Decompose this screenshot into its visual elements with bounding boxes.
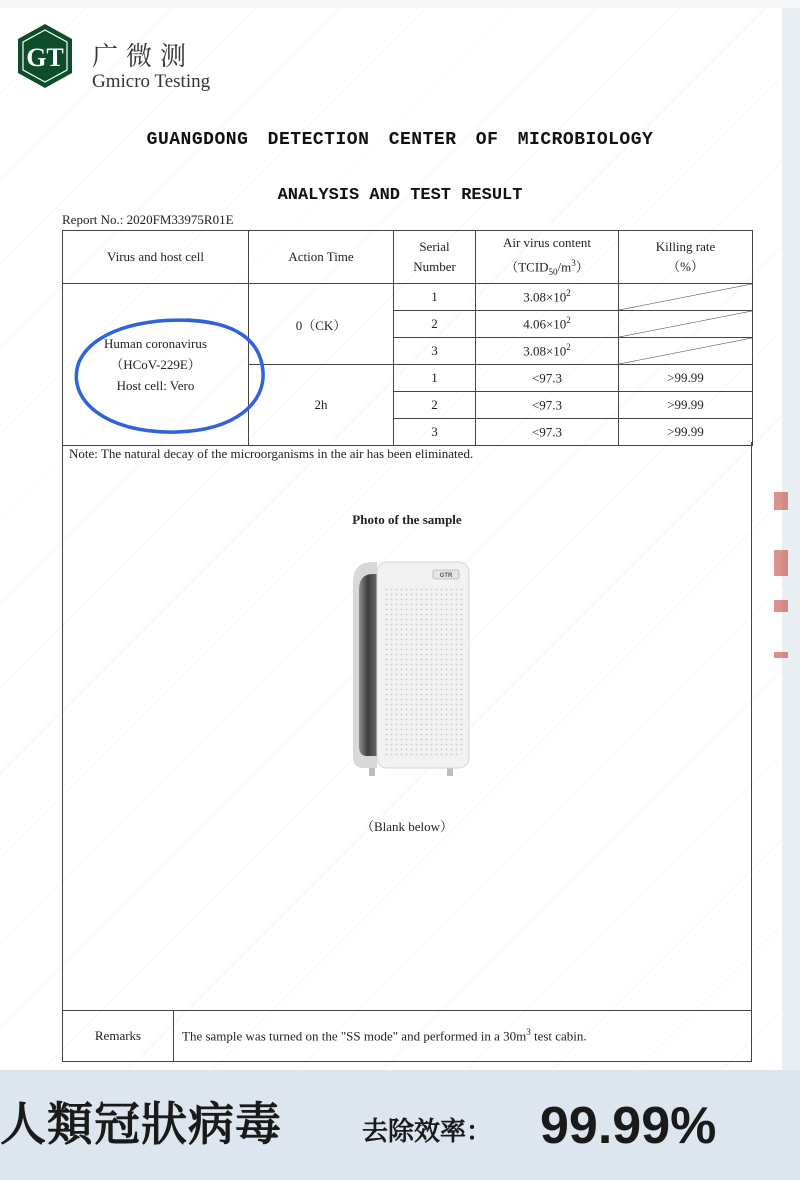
header-killing-rate: Killing rate （%） (619, 231, 753, 284)
header-virus: Virus and host cell (63, 231, 249, 284)
report-number: Report No.: 2020FM33975R01E (62, 212, 234, 227)
content-cell: <97.3 (476, 392, 619, 419)
serial-cell: 2 (394, 392, 476, 419)
content-cell: <97.3 (476, 419, 619, 446)
rate-cell: >99.99 (619, 419, 753, 446)
results-table (62, 230, 753, 446)
host-cell: Host cell: Vero (116, 378, 195, 393)
content-cell: $3.08\times 10^2$ (476, 284, 619, 311)
hand-drawn-circle-annotation (67, 302, 267, 442)
action-time-2h: 2h (249, 365, 394, 446)
rate-cell-empty (619, 338, 753, 365)
serial-cell: 2 (394, 311, 476, 338)
remarks-table (62, 1010, 752, 1062)
remarks-text: The sample was turned on the "SS mode" and performed in a $30m^3$ test cabin. (174, 1011, 752, 1062)
rate-cell-empty (619, 311, 753, 338)
content-cell: <97.3 (476, 365, 619, 392)
right-edge-marks (766, 480, 800, 680)
virus-cell (63, 284, 249, 446)
serial-cell: 1 (394, 284, 476, 311)
top-strip (0, 0, 800, 8)
photo-section (62, 442, 752, 1011)
brand-name-cn: 广微测 (92, 42, 195, 72)
serial-cell: 1 (394, 365, 476, 392)
banner-virus-label: 人類冠狀病毒 (0, 1097, 282, 1151)
rate-cell: >99.99 (619, 365, 753, 392)
table-header-row (63, 231, 753, 284)
rate-cell: >99.99 (619, 392, 753, 419)
gmicro-logo-icon (16, 22, 74, 90)
header-air-virus-content: Air virus content $(TCID_{50}/m^3)$ (476, 231, 619, 284)
air-purifier-photo (339, 552, 479, 782)
note-text: Note: The natural decay of the microorganisms in the air has been eliminated. (69, 446, 474, 461)
banner-efficiency-label: 去除效率： (362, 1117, 493, 1147)
serial-cell: 3 (394, 419, 476, 446)
banner-efficiency-value: 99.99% (540, 1097, 717, 1155)
header-action-time: Action Time (249, 231, 394, 284)
virus-name: Human coronavirus (104, 336, 207, 351)
virus-code: （HCoV-229E） (110, 357, 201, 372)
action-time-ck: 0（CK） (249, 284, 394, 365)
content-cell: $4.06\times 10^2$ (476, 311, 619, 338)
content-cell: $3.08\times 10^2$ (476, 338, 619, 365)
document-subtitle: ANALYSIS AND TEST RESULT (277, 186, 523, 205)
photo-title: Photo of the sample (352, 512, 462, 527)
remarks-label: Remarks (63, 1011, 174, 1062)
blank-below: （Blank below） (360, 819, 454, 834)
logo-letters: GT (26, 43, 64, 72)
brand-name-en: Gmicro Testing (92, 71, 211, 92)
serial-cell: 3 (394, 338, 476, 365)
document-title: GUANGDONG DETECTION CENTER OF MICROBIOLOGY (146, 130, 654, 150)
purifier-badge: GTR (439, 573, 453, 579)
header-serial: Serial Number (394, 231, 476, 284)
table-row (63, 284, 753, 311)
rate-cell-empty (619, 284, 753, 311)
